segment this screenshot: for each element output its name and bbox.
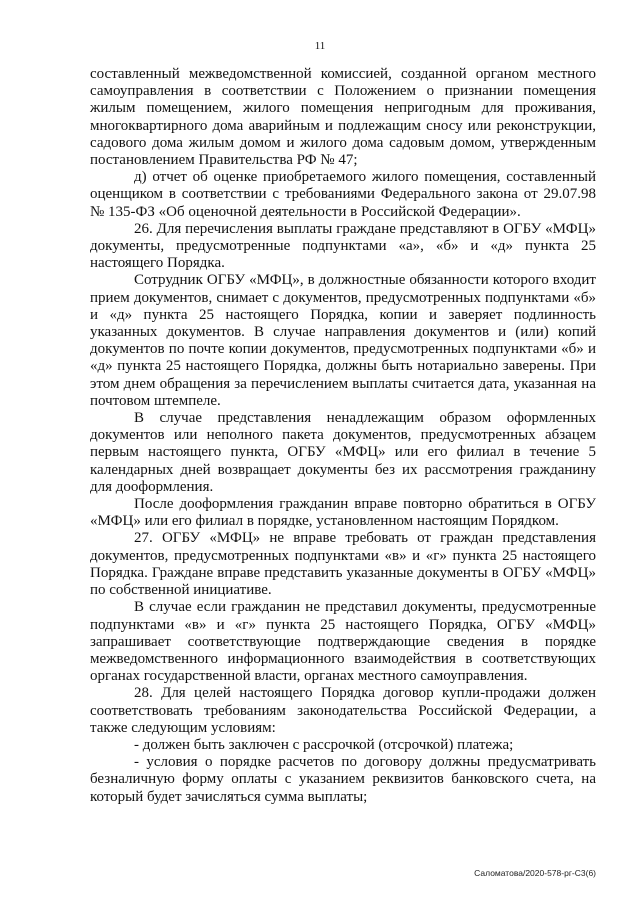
paragraph-3: Сотрудник ОГБУ «МФЦ», в должностные обязанности которого входит прием документов, снимает с документов, предусмотренных подпунктами «б» и «д» пункта 25 настоящего Порядка, копии и заверяет подлинность указанных документов. В случае направления документов и (или) копий документов по почте копии документов, предусмотренных подпунктами «б» и «д» пункта 25 настоящего Порядка, должны быть нотариально заверены. При этом днем обращения за перечислением выплаты считается дата, указанная на почтовом штемпеле. xyxy=(90,272,596,409)
paragraph-8: 28. Для целей настоящего Порядка договор купли-продажи должен соответствовать требованиям законодательства Российской Федерации, а также следующим условиям: xyxy=(90,685,596,736)
paragraph-9: - должен быть заключен с рассрочкой (отсрочкой) платежа; xyxy=(134,736,514,753)
paragraph-6: 27. ОГБУ «МФЦ» не вправе требовать от граждан представления документов, предусмотренных подпунктами «в» и «г» пункта 25 настоящего Порядка. Граждане вправе представить указанные документы в ОГБУ «МФЦ» по собственной инициативе. xyxy=(90,530,596,599)
document-body xyxy=(90,66,596,806)
paragraph-1: д) отчет об оценке приобретаемого жилого помещения, составленный оценщиком в соответствии с требованиями Федерального закона от 29.07.98 № 135-ФЗ «Об оценочной деятельности в Российской Федерации». xyxy=(90,169,596,220)
page-number: 11 xyxy=(314,40,326,52)
paragraph-4: В случае представления ненадлежащим образом оформленных документов или неполного пакета документов, предусмотренных абзацем первым настоящего пункта, ОГБУ «МФЦ» или его филиал в течение 5 календарных дней возвращает документы без их рассмотрения гражданину для дооформления. xyxy=(90,410,596,495)
footer-code: Саломатова/2020-578-рг-С3(6) xyxy=(474,868,596,878)
paragraph-0: составленный межведомственной комиссией, созданной органом местного самоуправления в соответствии с Положением о признании помещения жилым помещением, жилого помещения непригодным для проживания, многоквартирного дома аварийным и подлежащим сносу или реконструкции, садового дома жилым домом и жилого дома садовым домом, утвержденным постановлением Правительства РФ № 47; xyxy=(90,66,596,169)
paragraph-2: 26. Для перечисления выплаты граждане представляют в ОГБУ «МФЦ» документы, предусмотренные подпунктами «а», «б» и «д» пункта 25 настоящего Порядка. xyxy=(90,220,596,272)
paragraph-5: После дооформления гражданин вправе повторно обратиться в ОГБУ «МФЦ» или его филиал в порядке, установленном настоящим Порядком. xyxy=(90,496,596,530)
paragraph-7: В случае если гражданин не представил документы, предусмотренные подпунктами «в» и «г» пункта 25 настоящего Порядка, ОГБУ «МФЦ» запрашивает соответствующие подтверждающие сведения в порядке межведомственного информационного взаимодействия в соответствующих органах государственной власти, органах местного самоуправления. xyxy=(90,599,596,685)
paragraph-10: - условия о порядке расчетов по договору должны предусматривать безналичную форму оплаты с указанием реквизитов банковского счета, на который будет зачисляться сумма выплаты; xyxy=(90,754,596,805)
